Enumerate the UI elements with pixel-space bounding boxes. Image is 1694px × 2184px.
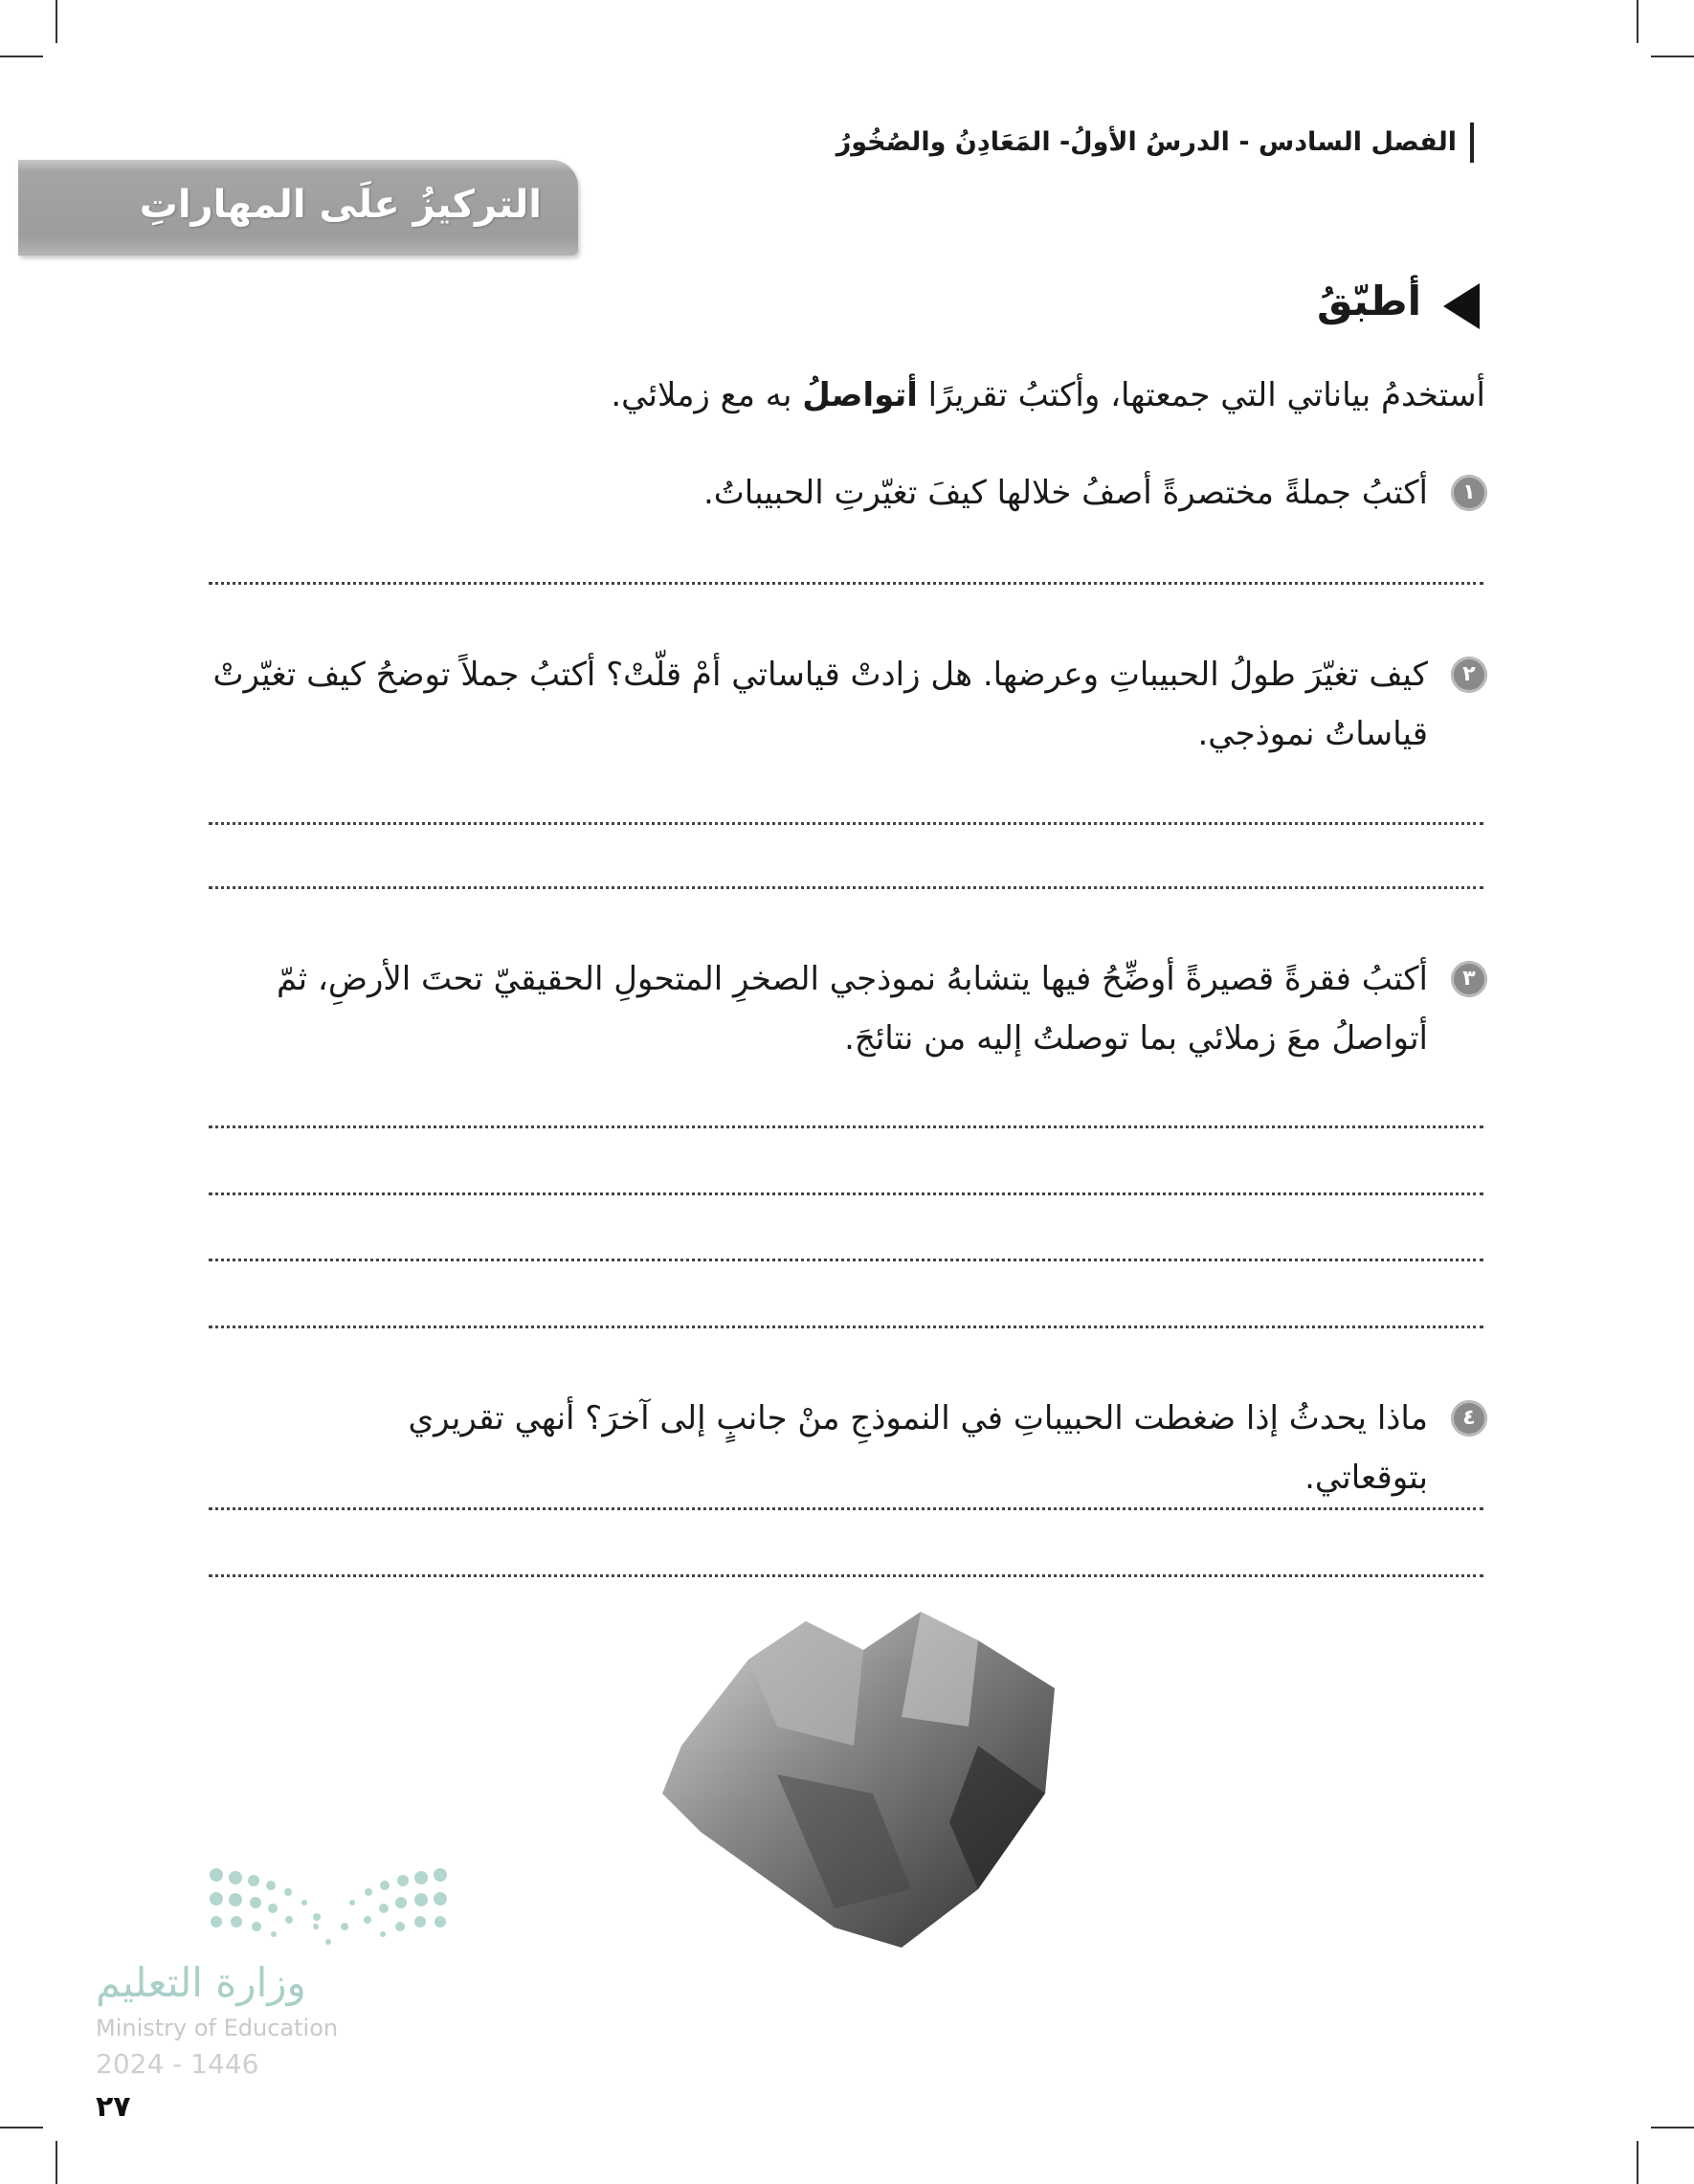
crop-mark	[0, 56, 43, 57]
crop-mark	[1651, 2127, 1694, 2128]
metamorphic-rock-image	[662, 1602, 1062, 1948]
ministry-logo-dots	[209, 1867, 448, 1946]
question-1: أكتبُ جملةً مختصرةً أصفُ خلالها كيفَ تغيّرتِ الحبيباتُ.	[702, 474, 1428, 512]
breadcrumb: الفصل السادس - الدرسُ الأولُ- المَعَادِنُ والصُخُورُ	[836, 123, 1474, 163]
question-number-4: ٤	[1451, 1400, 1487, 1437]
answer-line[interactable]	[209, 1574, 1483, 1577]
answer-line[interactable]	[209, 822, 1483, 825]
ministry-name-arabic: وزارة التعليم	[96, 1959, 306, 2006]
banner-title: التركيزُ علَى المهاراتِ	[139, 183, 542, 227]
answer-line[interactable]	[209, 1507, 1483, 1510]
intro-bold: أتواصلُ	[802, 376, 918, 414]
answer-line[interactable]	[209, 1326, 1483, 1328]
crop-mark	[0, 2127, 43, 2128]
page-number: ٢٧	[96, 2090, 131, 2124]
crop-mark	[1637, 0, 1638, 43]
intro-after: به مع زملائي.	[611, 376, 803, 414]
crop-mark	[1651, 56, 1694, 57]
ministry-name-english: Ministry of Education	[96, 2015, 339, 2041]
answer-line[interactable]	[209, 1259, 1483, 1261]
intro-text	[611, 366, 1485, 425]
edition-year: 2024 - 1446	[96, 2048, 259, 2080]
crop-mark	[1637, 2141, 1638, 2184]
skills-banner	[18, 160, 578, 256]
answer-line[interactable]	[209, 886, 1483, 889]
question-number-3: ٣	[1451, 961, 1487, 997]
question-number-1: ١	[1451, 475, 1487, 511]
intro-before: أستخدمُ بياناتي التي جمعتها، وأكتبُ تقريرًا	[917, 376, 1485, 414]
answer-line[interactable]	[209, 1192, 1483, 1195]
question-number-2: ٢	[1451, 657, 1487, 693]
question-2: كيف تغيّرَ طولُ الحبيباتِ وعرضها. هل زادتْ قياساتي أمْ قلّتْ؟ أكتبُ جملاً توضحُ كيف تغيّرتْ قياساتُ نموذجي.	[212, 656, 1428, 753]
section-title: أطبّقُ	[1317, 278, 1421, 324]
question-3: أكتبُ فقرةً قصيرةً أوضِّحُ فيها يتشابهُ نموذجي الصخرِ المتحولِ الحقيقيّ تحتَ الأرضِ، ثمّ أتواصلُ معَ زملائي بما توصلتُ إليه من نتائجَ.	[277, 960, 1428, 1058]
triangle-bullet-icon	[1443, 283, 1480, 329]
crop-mark	[56, 2141, 57, 2184]
crop-mark	[56, 0, 57, 43]
answer-line[interactable]	[209, 582, 1483, 585]
answer-line[interactable]	[209, 1125, 1483, 1128]
question-4: ماذا يحدثُ إذا ضغطت الحبيباتِ في النموذجِ منْ جانبٍ إلى آخرَ؟ أنهي تقريري بتوقعاتي.	[408, 1399, 1428, 1497]
